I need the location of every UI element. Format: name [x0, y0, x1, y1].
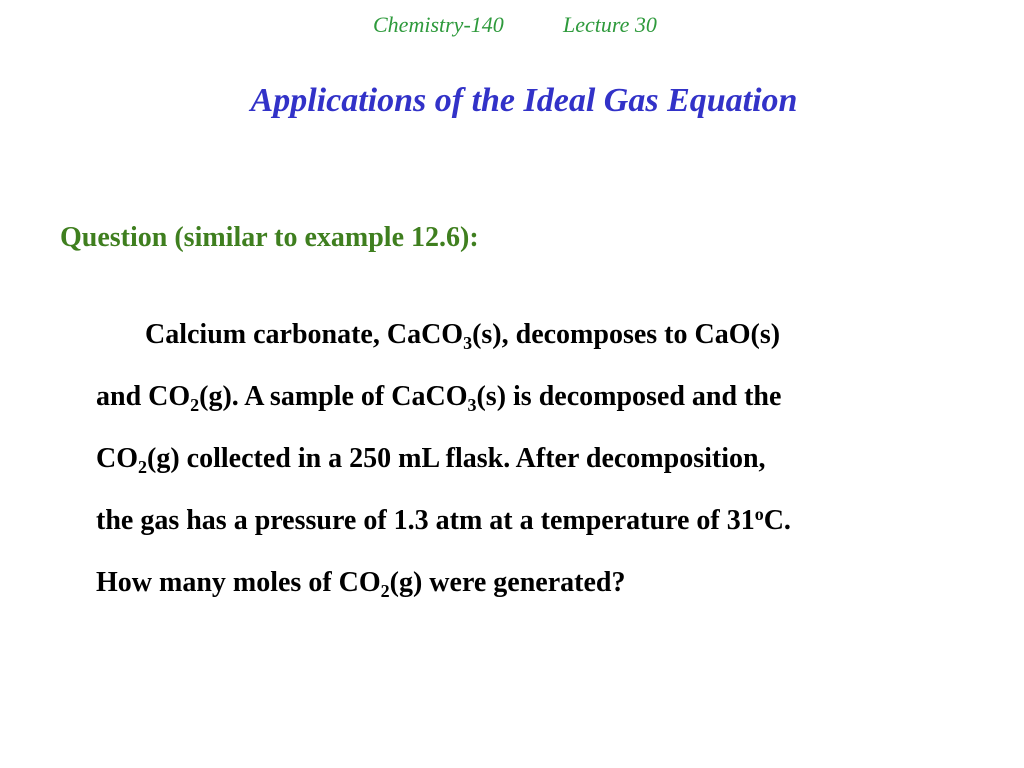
text-segment: CO [96, 443, 138, 474]
course-name: Chemistry-140 [373, 12, 504, 37]
text-segment: (g). A sample of CaCO [199, 381, 468, 412]
subscript: 2 [138, 457, 147, 477]
question-line-1 [96, 313, 976, 375]
question-line-5 [96, 561, 976, 623]
text-segment: (g) collected in a 250 mL flask. After decomposition, [147, 443, 766, 474]
question-line-2 [96, 375, 976, 437]
text-segment: (g) were generated? [389, 567, 626, 598]
question-text [96, 313, 976, 623]
lecture-number: Lecture 30 [563, 12, 657, 37]
question-line-3 [96, 437, 976, 499]
text-segment: How many moles of CO [96, 567, 381, 598]
text-segment: C. [763, 505, 791, 536]
text-segment: and CO [96, 381, 191, 412]
subscript: 2 [190, 395, 200, 415]
question-line-4 [96, 499, 976, 561]
slide-header [0, 10, 1024, 40]
subscript: 2 [380, 581, 390, 601]
subscript: 3 [463, 333, 473, 353]
text-segment: the gas has a pressure of 1.3 atm at a temperature of 31 [96, 505, 755, 536]
text-segment: (s) is decomposed and the [476, 381, 782, 412]
text-segment: Calcium carbonate, CaCO [145, 319, 464, 350]
text-segment: (s), decomposes to CaO(s) [472, 319, 781, 350]
subscript: 3 [467, 395, 477, 415]
question-label: Question (similar to example 12.6): [60, 222, 479, 253]
slide-title: Applications of the Ideal Gas Equation [250, 82, 798, 119]
superscript: o [754, 504, 764, 524]
